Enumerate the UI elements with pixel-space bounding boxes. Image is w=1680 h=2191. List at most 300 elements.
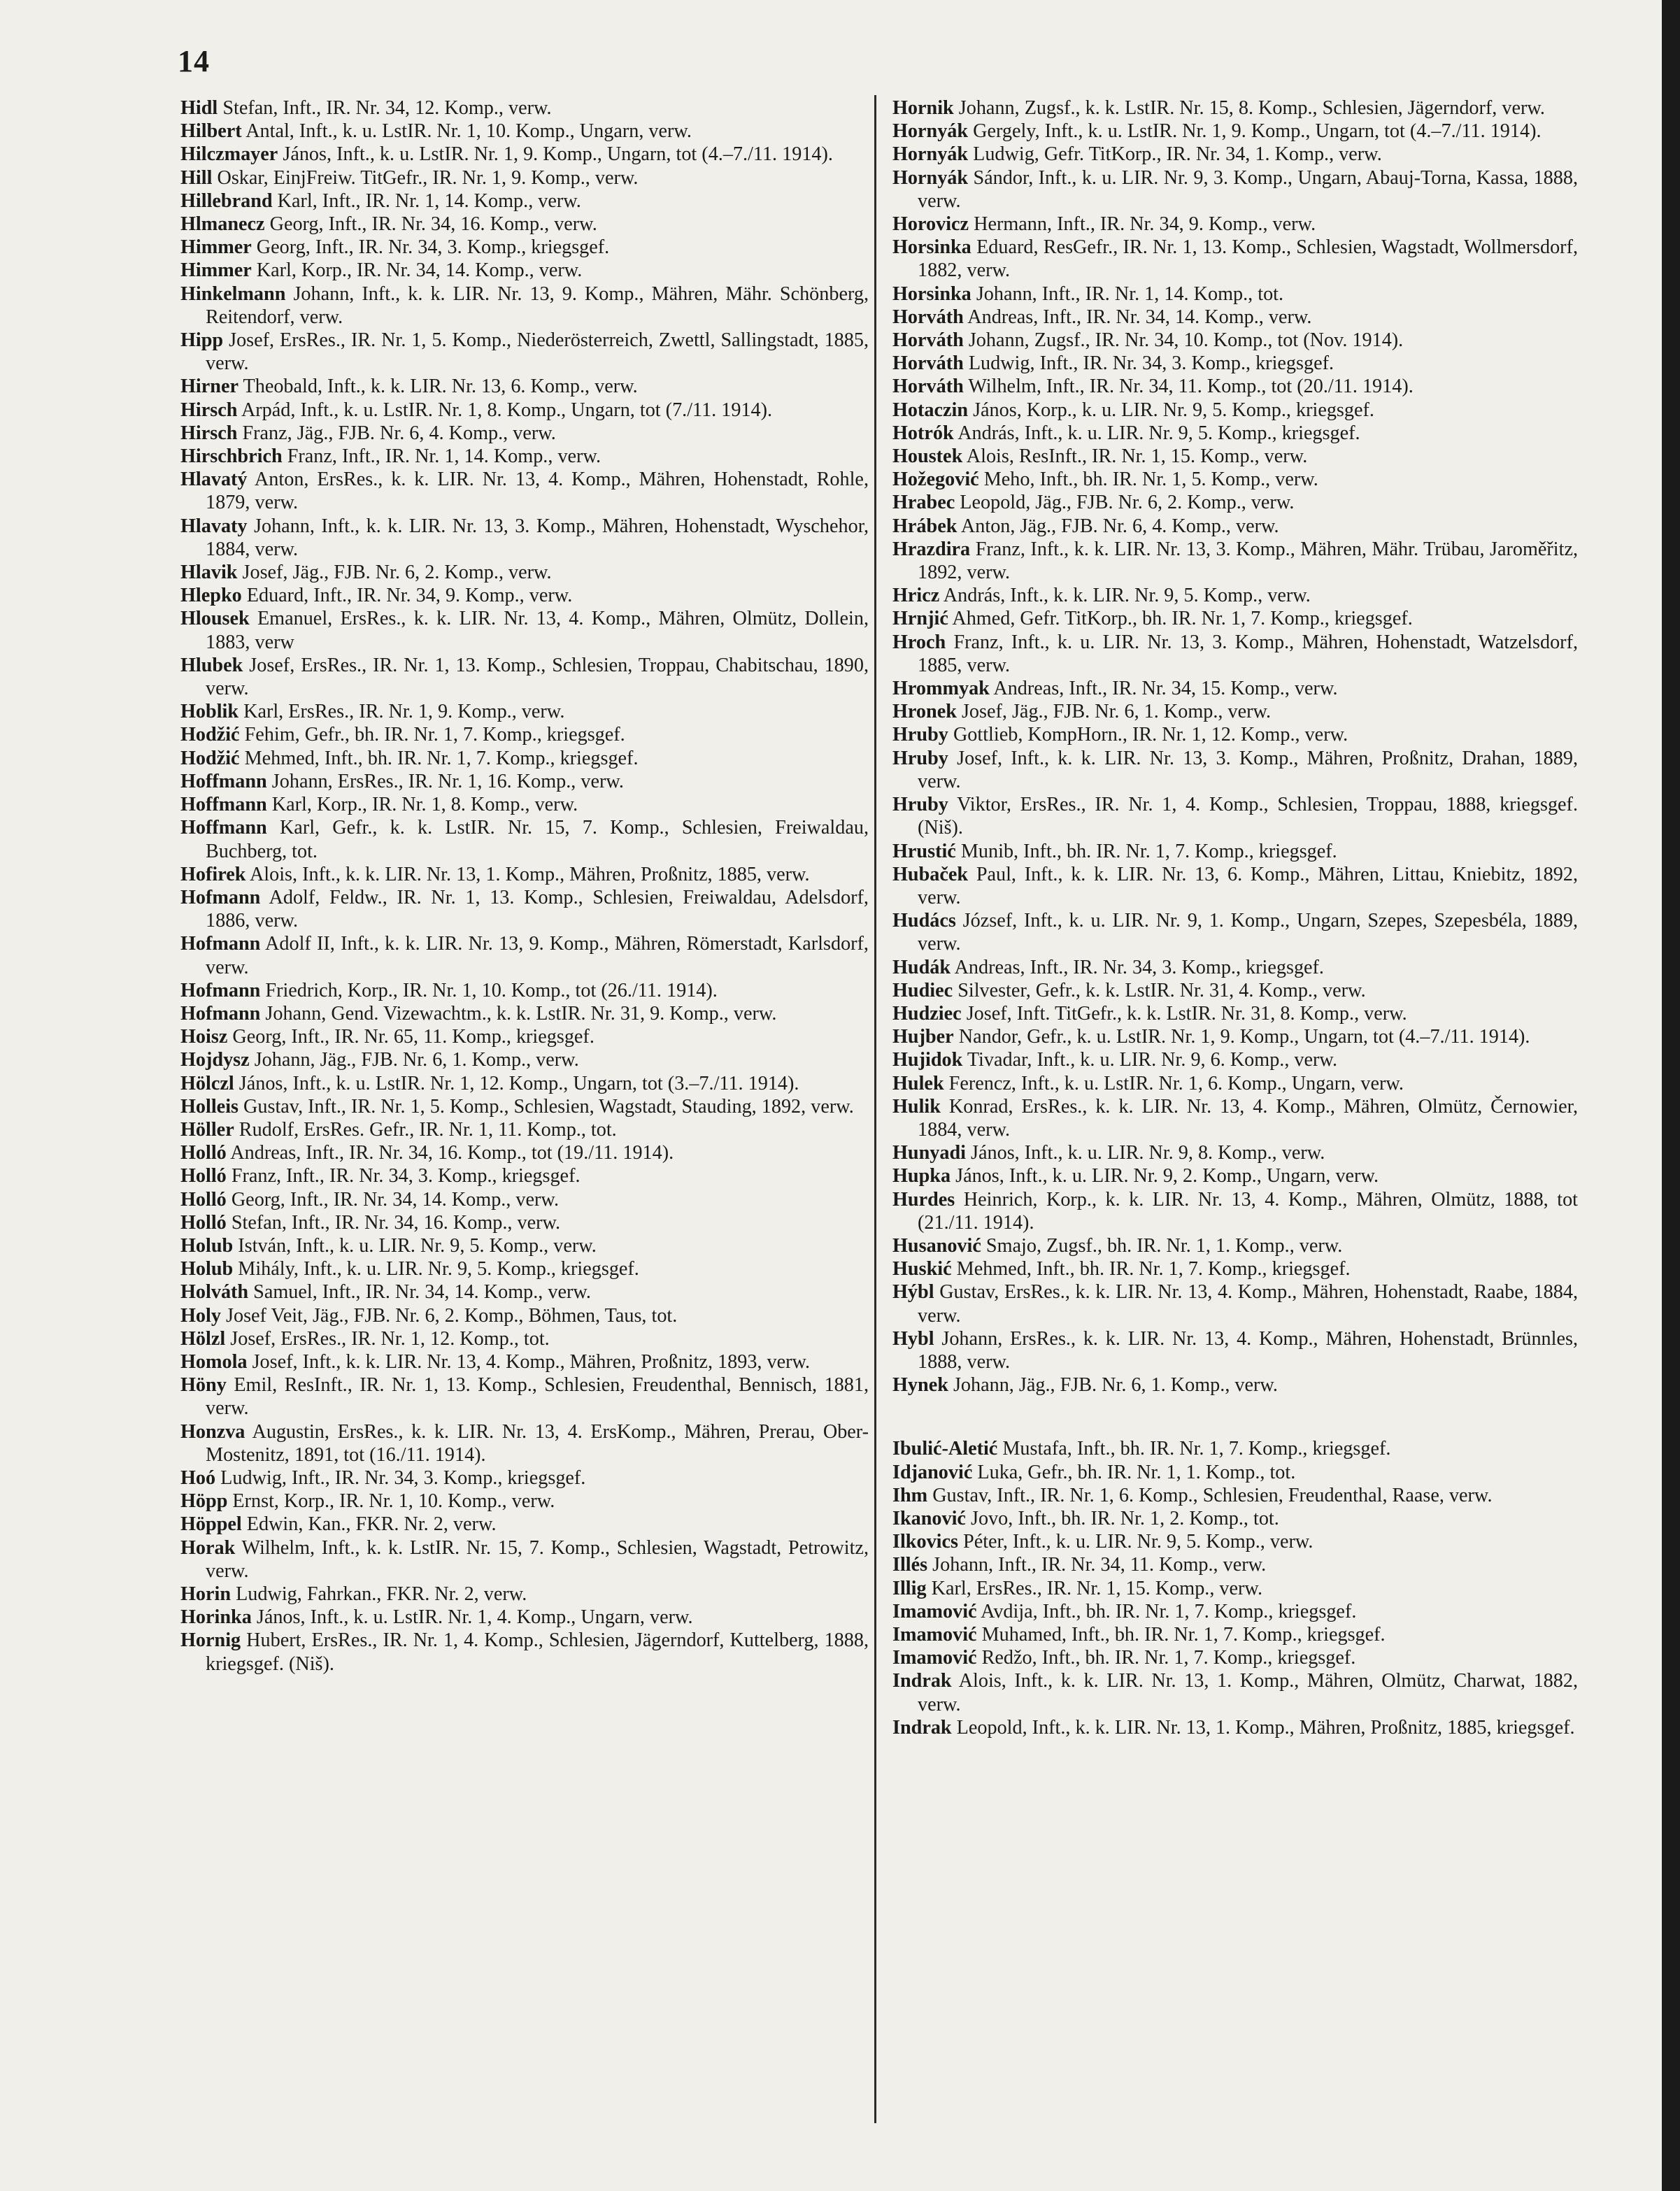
entry-surname: Hricz — [892, 585, 940, 607]
register-entry — [892, 538, 1578, 584]
register-entry — [180, 1118, 869, 1141]
entry-details: Ahmed, Gefr. TitKorp., bh. IR. Nr. 1, 7. Komp., kriegsgef. — [952, 608, 1413, 630]
register-entry — [892, 1327, 1578, 1373]
entry-surname: Holló — [180, 1165, 227, 1187]
register-entry — [892, 677, 1578, 700]
entry-details: Josef, Inft. TitGefr., k. k. LstIR. Nr. 31, 8. Komp., verw. — [966, 1002, 1407, 1025]
entry-details: Franz, Inft., IR. Nr. 1, 14. Komp., verw. — [287, 445, 601, 468]
entry-surname: Hill — [180, 166, 213, 189]
entry-surname: Hornyák — [892, 143, 969, 166]
entry-surname: Hrommyak — [892, 678, 990, 700]
entry-details: Georg, Inft., IR. Nr. 34, 14. Komp., verw. — [231, 1188, 559, 1211]
entry-details: Josef, ErsRes., IR. Nr. 1, 12. Komp., tot. — [230, 1327, 550, 1350]
register-entry — [892, 1669, 1578, 1715]
register-entry — [180, 654, 869, 700]
register-entry — [180, 97, 869, 120]
entry-details: János, Inft., k. u. LstIR. Nr. 1, 12. Komp., Ungarn, tot (3.–7./11. 1914). — [239, 1072, 799, 1094]
entry-details: Anton, Jäg., FJB. Nr. 6, 4. Komp., verw. — [960, 515, 1279, 537]
register-entry — [180, 1141, 869, 1164]
entry-details: Franz, Jäg., FJB. Nr. 6, 4. Komp., verw. — [242, 422, 556, 444]
register-entry — [180, 863, 869, 886]
register-entry — [892, 607, 1578, 630]
entry-surname: Hirsch — [180, 422, 238, 444]
entry-surname: Hynek — [892, 1374, 948, 1397]
entry-surname: Horin — [180, 1583, 232, 1605]
entry-surname: Hofmann — [180, 933, 261, 955]
entry-details: Mehmed, Inft., bh. IR. Nr. 1, 7. Komp., kriegsgef. — [956, 1258, 1351, 1280]
entry-surname: Hujber — [892, 1026, 954, 1048]
register-entry — [180, 1002, 869, 1025]
column-divider — [874, 95, 876, 2123]
entry-surname: Hlmanecz — [180, 213, 265, 236]
entry-surname: Holub — [180, 1258, 234, 1280]
entry-surname: Hoffmann — [180, 794, 267, 816]
entry-details: András, Inft., k. k. LIR. Nr. 9, 5. Komp., verw. — [943, 585, 1311, 607]
register-entry — [892, 1553, 1578, 1576]
entry-surname: Hornig — [180, 1629, 241, 1652]
register-entry — [180, 886, 869, 932]
entry-surname: Houstek — [892, 445, 963, 468]
entry-surname: Horak — [180, 1536, 236, 1559]
entry-details: Viktor, ErsRes., IR. Nr. 1, 4. Komp., Schlesien, Troppau, 1888, kriegsgef. (Niš). — [918, 794, 1578, 839]
entry-surname: Hudács — [892, 910, 956, 932]
entry-surname: Höpp — [180, 1490, 228, 1513]
register-entry — [892, 1025, 1578, 1048]
register-entry — [180, 723, 869, 746]
entry-surname: Himmer — [180, 259, 252, 282]
register-entry — [892, 1437, 1578, 1460]
entry-surname: Horváth — [892, 329, 964, 352]
entry-surname: Horváth — [892, 376, 964, 398]
register-entry — [892, 863, 1578, 909]
entry-details: Georg, Inft., IR. Nr. 34, 3. Komp., kriegsgef. — [256, 236, 610, 259]
entry-details: Andreas, Inft., IR. Nr. 34, 3. Komp., kriegsgef. — [954, 956, 1324, 978]
entry-details: Edwin, Kan., FKR. Nr. 2, verw. — [246, 1513, 497, 1536]
entry-details: Fehim, Gefr., bh. IR. Nr. 1, 7. Komp., kriegsgef. — [244, 724, 625, 746]
entry-surname: Hojdysz — [180, 1049, 250, 1071]
entry-surname: Hipp — [180, 329, 224, 352]
entry-surname: Hilczmayer — [180, 143, 278, 166]
register-entry — [892, 515, 1578, 538]
entry-surname: Hillebrand — [180, 190, 273, 212]
entry-details: Eduard, Inft., IR. Nr. 34, 9. Komp., verw. — [246, 585, 573, 607]
entry-details: Alois, ResInft., IR. Nr. 1, 15. Komp., verw. — [966, 445, 1308, 468]
entry-surname: Hrabec — [892, 492, 955, 514]
register-entry — [892, 1072, 1578, 1095]
entry-details: Paul, Inft., k. k. LIR. Nr. 13, 6. Komp., Mähren, Littau, Kniebitz, 1892, verw. — [918, 863, 1578, 908]
entry-surname: Hrnjić — [892, 608, 948, 630]
entry-surname: Hinkelmann — [180, 283, 286, 305]
entry-surname: Horsinka — [892, 236, 971, 259]
entry-surname: Hrustić — [892, 840, 956, 862]
entry-details: Muhamed, Inft., bh. IR. Nr. 1, 7. Komp., kriegsgef. — [981, 1624, 1386, 1646]
entry-details: Tivadar, Inft., k. u. LIR. Nr. 9, 6. Komp., verw. — [967, 1049, 1337, 1071]
register-entry — [180, 143, 869, 166]
register-entry — [180, 979, 869, 1002]
register-entry — [892, 491, 1578, 514]
entry-surname: Hoffmann — [180, 770, 267, 792]
register-entry — [892, 468, 1578, 491]
register-entry — [180, 1280, 869, 1304]
entry-surname: Hoffmann — [180, 817, 267, 839]
entry-details: Ferencz, Inft., k. u. LstIR. Nr. 1, 6. Komp., Ungarn, verw. — [948, 1072, 1404, 1094]
entry-details: Gustav, Inft., IR. Nr. 1, 5. Komp., Schlesien, Wagstadt, Stauding, 1892, verw. — [243, 1095, 854, 1118]
register-entry — [180, 1234, 869, 1257]
register-entry — [180, 1188, 869, 1211]
entry-surname: Holub — [180, 1234, 234, 1257]
register-entry — [180, 1513, 869, 1536]
register-entry — [892, 840, 1578, 863]
register-entry — [892, 120, 1578, 143]
register-entry — [892, 1646, 1578, 1669]
register-entry — [892, 1484, 1578, 1507]
entry-surname: Horváth — [892, 352, 964, 375]
entry-details: János, Korp., k. u. LIR. Nr. 9, 5. Komp., kriegsgef. — [973, 399, 1374, 421]
left-column — [180, 97, 869, 1676]
register-entry — [892, 1530, 1578, 1553]
register-entry — [892, 747, 1578, 793]
register-entry — [180, 770, 869, 793]
register-entry — [180, 561, 869, 584]
entry-surname: Hofmann — [180, 1002, 261, 1025]
register-entry — [180, 1025, 869, 1048]
entry-surname: Idjanović — [892, 1461, 973, 1483]
register-entry — [892, 352, 1578, 375]
entry-surname: Imamović — [892, 1647, 977, 1669]
register-entry — [892, 166, 1578, 213]
register-entry — [180, 607, 869, 653]
entry-details: Antal, Inft., k. u. LstIR. Nr. 1, 10. Komp., Ungarn, verw. — [245, 120, 692, 143]
entry-surname: Hlavik — [180, 562, 238, 584]
entry-details: Meho, Inft., bh. IR. Nr. 1, 5. Komp., verw. — [983, 469, 1318, 491]
entry-details: Johann, ErsRes., k. k. LIR. Nr. 13, 4. Komp., Mähren, Hohenstadt, Brünnles, 1888, verw. — [918, 1327, 1578, 1373]
register-entry — [180, 213, 869, 236]
entry-details: Johann, Jäg., FJB. Nr. 6, 1. Komp., verw. — [953, 1374, 1278, 1397]
register-entry — [892, 956, 1578, 979]
entry-details: József, Inft., k. u. LIR. Nr. 9, 1. Komp., Ungarn, Szepes, Szepesbéla, 1889, verw. — [918, 910, 1579, 955]
entry-details: Friedrich, Korp., IR. Nr. 1, 10. Komp., tot (26./11. 1914). — [265, 979, 718, 1001]
entry-details: Stefan, Inft., IR. Nr. 34, 16. Komp., verw. — [231, 1211, 561, 1234]
register-entry — [180, 793, 869, 816]
entry-surname: Hruby — [892, 794, 948, 816]
entry-surname: Imamović — [892, 1624, 977, 1646]
entry-details: Hermann, Inft., IR. Nr. 34, 9. Komp., verw. — [974, 213, 1316, 236]
entry-details: Eduard, ResGefr., IR. Nr. 1, 13. Komp., Schlesien, Wagstadt, Wollmersdorf, 1882, verw. — [918, 236, 1578, 282]
entry-surname: Hožegović — [892, 469, 979, 491]
register-entry — [180, 190, 869, 213]
entry-details: Karl, Gefr., k. k. LstIR. Nr. 15, 7. Komp., Schlesien, Freiwaldau, Buchberg, tot. — [206, 817, 869, 862]
entry-surname: Hoisz — [180, 1026, 228, 1048]
register-entry — [180, 375, 869, 398]
entry-details: Johann, Zugsf., IR. Nr. 34, 10. Komp., tot (Nov. 1914). — [968, 329, 1404, 352]
entry-surname: Hornik — [892, 97, 954, 119]
register-entry — [180, 747, 869, 770]
entry-surname: Holy — [180, 1304, 221, 1327]
entry-surname: Hubaček — [892, 863, 969, 885]
entry-surname: Horváth — [892, 306, 964, 328]
entry-details: Wilhelm, Inft., IR. Nr. 34, 11. Komp., tot (20./11. 1914). — [968, 376, 1414, 398]
entry-surname: Husanović — [892, 1234, 981, 1257]
entry-surname: Hotrók — [892, 422, 954, 444]
register-entry — [180, 166, 869, 190]
register-entry — [180, 932, 869, 978]
entry-details: Smajo, Zugsf., bh. IR. Nr. 1, 1. Komp., verw. — [985, 1234, 1343, 1257]
entry-surname: Hunyadi — [892, 1142, 966, 1164]
entry-details: Ernst, Korp., IR. Nr. 1, 10. Komp., verw. — [232, 1490, 555, 1513]
entry-details: Nandor, Gefr., k. u. LstIR. Nr. 1, 9. Komp., Ungarn, tot (4.–7./11. 1914). — [958, 1026, 1530, 1048]
entry-surname: Hlousek — [180, 608, 250, 630]
register-entry — [892, 1141, 1578, 1164]
entry-details: Josef Veit, Jäg., FJB. Nr. 6, 2. Komp., Böhmen, Taus, tot. — [226, 1304, 678, 1327]
entry-details: Karl, Korp., IR. Nr. 34, 14. Komp., verw. — [256, 259, 583, 282]
entry-details: János, Inft., k. u. LstIR. Nr. 1, 9. Komp., Ungarn, tot (4.–7./11. 1914). — [283, 143, 833, 166]
entry-surname: Hroch — [892, 631, 946, 653]
page-edge-shadow — [1662, 0, 1680, 2191]
entry-surname: Ihm — [892, 1484, 928, 1506]
entry-details: Franz, Inft., k. u. LIR. Nr. 13, 3. Komp., Mähren, Hohenstadt, Watzelsdorf, 1885, verw. — [918, 631, 1579, 676]
register-entry — [892, 1188, 1578, 1234]
entry-details: András, Inft., k. u. LIR. Nr. 9, 5. Komp., kriegsgef. — [958, 422, 1360, 444]
register-entry — [892, 1577, 1578, 1600]
register-entry — [180, 1536, 869, 1583]
register-entry — [180, 515, 869, 561]
entry-surname: Holváth — [180, 1281, 249, 1304]
register-entry — [180, 120, 869, 143]
entry-details: Gustav, Inft., IR. Nr. 1, 6. Komp., Schlesien, Freudenthal, Raase, verw. — [932, 1484, 1493, 1506]
entry-details: Jovo, Inft., bh. IR. Nr. 1, 2. Komp., tot. — [971, 1507, 1279, 1529]
entry-details: Franz, Inft., k. k. LIR. Nr. 13, 3. Komp., Mähren, Mähr. Trübau, Jaroměřitz, 1892, verw. — [918, 538, 1579, 584]
entry-surname: Illig — [892, 1577, 927, 1599]
register-entry — [892, 97, 1578, 120]
entry-details: Josef, Jäg., FJB. Nr. 6, 1. Komp., verw. — [961, 701, 1272, 723]
register-entry — [892, 1461, 1578, 1484]
entry-surname: Hudák — [892, 956, 951, 978]
entry-details: Georg, Inft., IR. Nr. 65, 11. Komp., kriegsgef. — [232, 1026, 595, 1048]
section-gap — [892, 1397, 1578, 1437]
register-entry — [892, 1234, 1578, 1257]
entry-surname: Hudziec — [892, 1002, 962, 1025]
entry-surname: Hoó — [180, 1466, 216, 1489]
register-entry — [892, 1048, 1578, 1071]
entry-surname: Hujidok — [892, 1049, 963, 1071]
entry-surname: Hlubek — [180, 654, 243, 676]
entry-details: Josef, Inft., k. k. LIR. Nr. 13, 3. Komp., Mähren, Proßnitz, Drahan, 1889, verw. — [918, 747, 1578, 792]
entry-details: Karl, ErsRes., IR. Nr. 1, 9. Komp., verw. — [243, 701, 565, 723]
register-entry — [180, 399, 869, 422]
register-entry — [180, 1466, 869, 1490]
entry-details: Ludwig, Inft., IR. Nr. 34, 3. Komp., kriegsgef. — [968, 352, 1334, 375]
register-entry — [180, 1420, 869, 1466]
entry-details: Andreas, Inft., IR. Nr. 34, 15. Komp., verw. — [993, 678, 1338, 700]
register-entry — [180, 236, 869, 259]
entry-details: János, Inft., k. u. LIR. Nr. 9, 2. Komp., Ungarn, verw. — [955, 1165, 1379, 1187]
entry-surname: Himmer — [180, 236, 252, 259]
entry-details: Arpád, Inft., k. u. LstIR. Nr. 1, 8. Komp., Ungarn, tot (7./11. 1914). — [241, 399, 773, 421]
entry-details: Gottlieb, KompHorn., IR. Nr. 1, 12. Komp., verw. — [953, 724, 1348, 746]
register-entry — [892, 1600, 1578, 1623]
entry-surname: Hornyák — [892, 166, 969, 189]
entry-details: Alois, Inft., k. k. LIR. Nr. 13, 1. Komp., Mähren, Proßnitz, 1885, verw. — [249, 863, 810, 885]
entry-surname: Honzva — [180, 1420, 245, 1443]
entry-details: Emil, ResInft., IR. Nr. 1, 13. Komp., Schlesien, Freudenthal, Bennisch, 1881, verw. — [206, 1374, 869, 1420]
register-entry — [180, 329, 869, 375]
entry-surname: Hidl — [180, 97, 218, 119]
register-entry — [892, 584, 1578, 607]
register-entry — [892, 306, 1578, 329]
entry-surname: Hlavatý — [180, 469, 248, 491]
entry-details: Samuel, Inft., IR. Nr. 34, 14. Komp., verw. — [253, 1281, 591, 1304]
register-entry — [180, 422, 869, 445]
page-number: 14 — [178, 44, 210, 78]
entry-details: Mehmed, Inft., bh. IR. Nr. 1, 7. Komp., kriegsgef. — [244, 747, 639, 769]
entry-details: Stefan, Inft., IR. Nr. 34, 12. Komp., verw. — [222, 97, 552, 119]
register-entry — [180, 1257, 869, 1280]
register-entry — [180, 1606, 869, 1629]
register-entry — [892, 700, 1578, 723]
entry-surname: Hilbert — [180, 120, 242, 143]
register-entry — [180, 1327, 869, 1350]
entry-details: János, Inft., k. u. LIR. Nr. 9, 8. Komp., verw. — [971, 1142, 1325, 1164]
register-entry — [180, 816, 869, 862]
entry-details: Heinrich, Korp., k. k. LIR. Nr. 13, 4. Komp., Mähren, Olmütz, 1888, tot (21./11. 1914). — [918, 1188, 1578, 1234]
entry-details: Silvester, Gefr., k. k. LstIR. Nr. 31, 4. Komp., verw. — [958, 979, 1366, 1001]
entry-details: Georg, Inft., IR. Nr. 34, 16. Komp., verw. — [269, 213, 597, 236]
entry-details: Johann, ErsRes., IR. Nr. 1, 16. Komp., verw. — [271, 770, 624, 792]
register-entry — [892, 213, 1578, 236]
register-entry — [180, 259, 869, 282]
register-entry — [892, 445, 1578, 468]
entry-surname: Hölczl — [180, 1072, 234, 1094]
entry-details: Redžo, Inft., bh. IR. Nr. 1, 7. Komp., kriegsgef. — [981, 1647, 1356, 1669]
entry-details: Andreas, Inft., IR. Nr. 34, 14. Komp., verw. — [967, 306, 1312, 328]
entry-details: Johann, Jäg., FJB. Nr. 6, 1. Komp., verw. — [254, 1049, 579, 1071]
entry-details: Adolf II, Inft., k. k. LIR. Nr. 13, 9. Komp., Mähren, Römerstadt, Karlsdorf, verw. — [206, 933, 869, 978]
entry-details: Karl, ErsRes., IR. Nr. 1, 15. Komp., verw. — [931, 1577, 1262, 1599]
register-entry — [892, 1002, 1578, 1025]
entry-surname: Hurdes — [892, 1188, 955, 1211]
entry-surname: Hýbl — [892, 1281, 934, 1304]
entry-surname: Hruby — [892, 747, 948, 769]
entry-details: Hubert, ErsRes., IR. Nr. 1, 4. Komp., Schlesien, Jägerndorf, Kuttelberg, 1888, kriegsgef. (Niš). — [206, 1629, 869, 1675]
register-entry — [892, 1507, 1578, 1530]
register-entry — [180, 1164, 869, 1187]
entry-details: Leopold, Jäg., FJB. Nr. 6, 2. Komp., verw. — [960, 492, 1295, 514]
entry-surname: Huskić — [892, 1258, 952, 1280]
entry-details: Josef, ErsRes., IR. Nr. 1, 13. Komp., Schlesien, Troppau, Chabitschau, 1890, verw. — [206, 654, 869, 700]
entry-surname: Hofmann — [180, 979, 261, 1001]
register-entry — [892, 329, 1578, 352]
entry-details: Karl, Inft., IR. Nr. 1, 14. Komp., verw. — [277, 190, 581, 212]
register-entry — [892, 399, 1578, 422]
register-entry — [180, 1583, 869, 1606]
register-entry — [180, 700, 869, 723]
entry-details: Ludwig, Gefr. TitKorp., IR. Nr. 34, 1. Komp., verw. — [973, 143, 1382, 166]
entry-surname: Homola — [180, 1350, 248, 1373]
entry-surname: Horovicz — [892, 213, 969, 236]
entry-details: Oskar, EinjFreiw. TitGefr., IR. Nr. 1, 9. Komp., verw. — [217, 166, 639, 189]
entry-details: Leopold, Inft., k. k. LIR. Nr. 13, 1. Komp., Mähren, Proßnitz, 1885, kriegsgef. — [956, 1716, 1575, 1739]
entry-details: Munib, Inft., bh. IR. Nr. 1, 7. Komp., kriegsgef. — [960, 840, 1337, 862]
entry-surname: Horsinka — [892, 283, 971, 305]
entry-surname: Höny — [180, 1374, 227, 1397]
register-entry — [892, 1623, 1578, 1646]
entry-details: Josef, Inft., k. k. LIR. Nr. 13, 4. Komp., Mähren, Proßnitz, 1893, verw. — [252, 1350, 811, 1373]
entry-details: Johann, Inft., k. k. LIR. Nr. 13, 3. Komp., Mähren, Hohenstadt, Wyschehor, 1884, verw. — [206, 515, 869, 560]
entry-details: Mihály, Inft., k. u. LIR. Nr. 9, 5. Komp., kriegsgef. — [238, 1258, 639, 1280]
entry-surname: Hulik — [892, 1095, 941, 1118]
entry-details: Gustav, ErsRes., k. k. LIR. Nr. 13, 4. Komp., Mähren, Hohenstadt, Raabe, 1884, verw. — [918, 1281, 1578, 1327]
register-entry — [180, 1304, 869, 1327]
register-entry — [892, 631, 1578, 677]
entry-details: Johann, Gend. Vizewachtm., k. k. LstIR. Nr. 31, 9. Komp., verw. — [265, 1002, 777, 1025]
entry-details: Mustafa, Inft., bh. IR. Nr. 1, 7. Komp., kriegsgef. — [1002, 1438, 1391, 1460]
entry-details: István, Inft., k. u. LIR. Nr. 9, 5. Komp., verw. — [238, 1234, 597, 1257]
entry-surname: Hlepko — [180, 585, 242, 607]
entry-details: Johann, Inft., IR. Nr. 1, 14. Komp., tot. — [976, 283, 1284, 305]
entry-details: Adolf, Feldw., IR. Nr. 1, 13. Komp., Schlesien, Freiwaldau, Adelsdorf, 1886, verw. — [206, 886, 869, 932]
register-entry — [180, 445, 869, 468]
entry-surname: Hornyák — [892, 120, 969, 143]
entry-details: Alois, Inft., k. k. LIR. Nr. 13, 1. Komp., Mähren, Olmütz, Charwat, 1882, verw. — [918, 1670, 1578, 1715]
entry-details: Wilhelm, Inft., k. k. LstIR. Nr. 15, 7. Komp., Schlesien, Wagstadt, Petrowitz, verw. — [206, 1536, 869, 1582]
entry-surname: Hrábek — [892, 515, 958, 537]
entry-surname: Höppel — [180, 1513, 242, 1536]
entry-surname: Hronek — [892, 701, 957, 723]
entry-surname: Hotaczin — [892, 399, 969, 421]
entry-details: Sándor, Inft., k. u. LIR. Nr. 9, 3. Komp., Ungarn, Abauj-Torna, Kassa, 1888, verw. — [918, 166, 1578, 212]
register-entry — [892, 283, 1578, 306]
register-entry — [180, 1373, 869, 1420]
entry-details: Konrad, ErsRes., k. k. LIR. Nr. 13, 4. Komp., Mähren, Olmütz, Černowier, 1884, verw. — [918, 1095, 1578, 1141]
entry-details: Péter, Inft., k. u. LIR. Nr. 9, 5. Komp., verw. — [963, 1531, 1314, 1553]
register-entry — [180, 1629, 869, 1675]
entry-details: Karl, Korp., IR. Nr. 1, 8. Komp., verw. — [271, 794, 578, 816]
register-entry — [892, 1095, 1578, 1141]
register-entry — [892, 375, 1578, 398]
entry-details: Josef, Jäg., FJB. Nr. 6, 2. Komp., verw. — [242, 562, 552, 584]
entry-surname: Hupka — [892, 1165, 951, 1187]
register-entry — [892, 1716, 1578, 1739]
register-entry — [180, 1095, 869, 1118]
register-entry — [180, 1048, 869, 1071]
entry-details: Johann, Inft., IR. Nr. 34, 11. Komp., verw. — [932, 1554, 1267, 1576]
entry-details: Ludwig, Fahrkan., FKR. Nr. 2, verw. — [236, 1583, 527, 1605]
entry-surname: Ibulić-Aletić — [892, 1438, 998, 1460]
entry-surname: Hölzl — [180, 1327, 226, 1350]
entry-details: Augustin, ErsRes., k. k. LIR. Nr. 13, 4. ErsKomp., Mähren, Prerau, Ober-Mostenitz, 1891, tot (16./11. 1914). — [206, 1420, 869, 1466]
entry-surname: Ikanović — [892, 1507, 966, 1529]
entry-details: János, Inft., k. u. LstIR. Nr. 1, 4. Komp., Ungarn, verw. — [256, 1606, 693, 1629]
entry-details: Johann, Inft., k. k. LIR. Nr. 13, 9. Komp., Mähren, Mähr. Schönberg, Reitendorf, verw. — [206, 283, 869, 328]
entry-surname: Holló — [180, 1142, 227, 1164]
entry-surname: Hirschbrich — [180, 445, 283, 468]
entry-surname: Hruby — [892, 724, 948, 746]
entry-details: Luka, Gefr., bh. IR. Nr. 1, 1. Komp., tot. — [977, 1461, 1296, 1483]
entry-surname: Holleis — [180, 1095, 239, 1118]
register-entry — [892, 793, 1578, 839]
register-entry — [180, 584, 869, 607]
register-entry — [180, 1211, 869, 1234]
entry-surname: Hulek — [892, 1072, 944, 1094]
register-entry — [892, 1280, 1578, 1327]
entry-details: Rudolf, ErsRes. Gefr., IR. Nr. 1, 11. Komp., tot. — [239, 1118, 617, 1141]
register-entry — [892, 1373, 1578, 1397]
entry-details: Emanuel, ErsRes., k. k. LIR. Nr. 13, 4. Komp., Mähren, Olmütz, Dollein, 1883, verw — [206, 608, 869, 653]
register-entry — [180, 1490, 869, 1513]
register-entry — [892, 723, 1578, 746]
entry-details: Gergely, Inft., k. u. LstIR. Nr. 1, 9. Komp., Ungarn, tot (4.–7./11. 1914). — [973, 120, 1542, 143]
register-entry — [892, 143, 1578, 166]
